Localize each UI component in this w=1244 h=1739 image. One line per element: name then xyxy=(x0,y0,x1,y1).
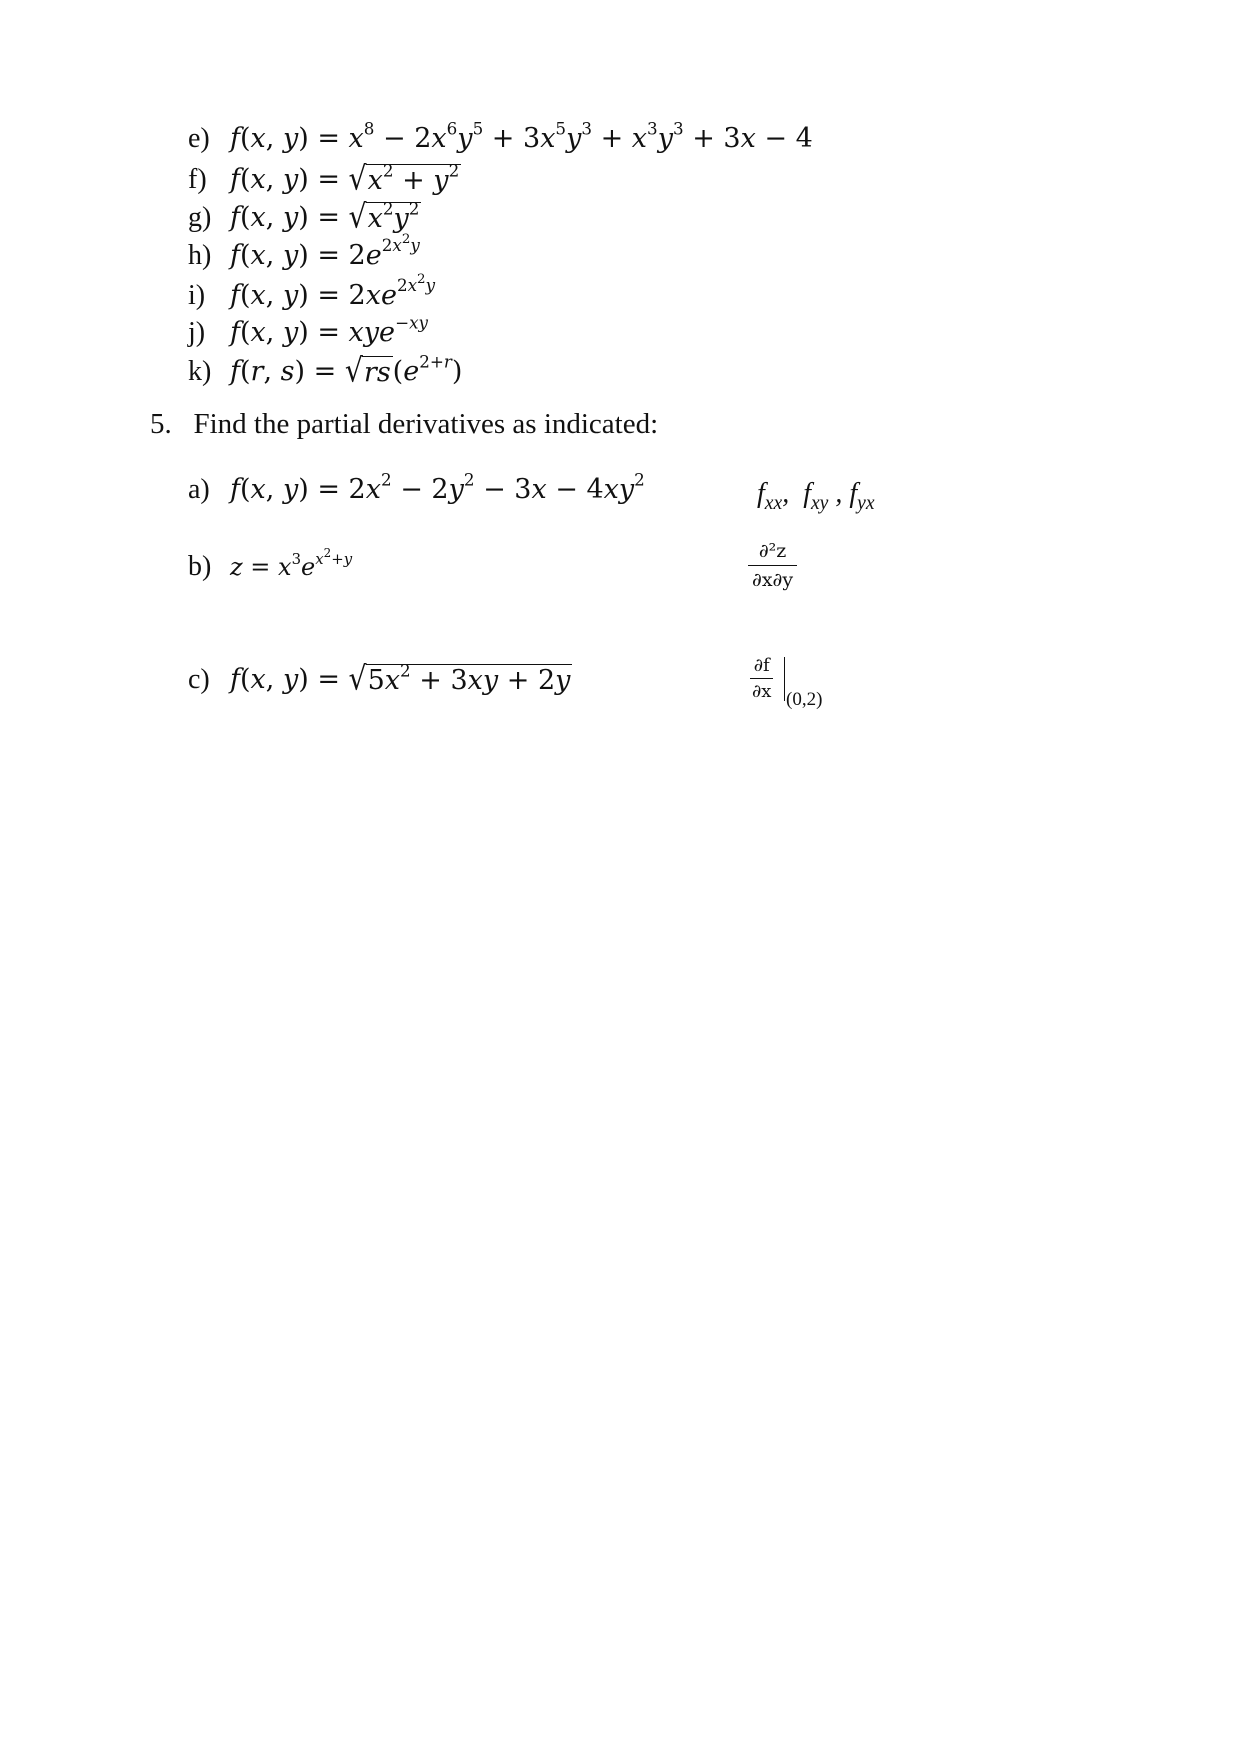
part-a xyxy=(188,469,645,507)
item-expression: f(x, y) = √ $x^2y^2$ xyxy=(230,197,420,236)
part-function: f(x, y) = √ $5x^2 + 3xy + 2y$ xyxy=(230,659,571,698)
part-b xyxy=(188,545,353,584)
item-i xyxy=(188,272,436,313)
item-label: k) xyxy=(188,356,212,387)
part-c-derivative xyxy=(750,655,773,702)
item-h xyxy=(188,232,420,273)
part-function: f(x, $y) = 2x^2 - 2y^2 - 3x - 4xy^2$ xyxy=(230,469,645,505)
item-label: f) xyxy=(188,164,207,195)
part-label: c) xyxy=(188,664,210,695)
part-c xyxy=(188,659,572,698)
evaluation-bar xyxy=(784,657,785,701)
item-expression: f(x, $y) = 2xe^{2x^2y}$ xyxy=(230,272,436,311)
item-expression: f(r, s) = √ rs $(e^{2+r})$ xyxy=(230,351,463,390)
fraction-denominator: ∂x xyxy=(752,681,772,702)
item-label: h) xyxy=(188,240,212,271)
problem-instruction: Find the partial derivatives as indicated: xyxy=(193,408,659,440)
item-k xyxy=(188,351,463,390)
item-label: i) xyxy=(188,280,206,311)
problem-5-heading xyxy=(150,408,658,441)
part-b-derivative xyxy=(748,540,797,591)
item-g xyxy=(188,197,421,236)
fraction-numerator: ∂f xyxy=(750,655,773,679)
fraction-numerator: ∂²z xyxy=(748,540,797,566)
item-expression: f(x, $y) = x^8 - 2x^6y^5 + 3x^5y^3 + x^3y^3 + 3x - 4$ xyxy=(230,118,813,154)
item-j xyxy=(188,312,428,350)
part-label: a) xyxy=(188,474,210,505)
item-expression: f(x, y) = √ $x^2 + y^2$ xyxy=(230,159,460,198)
item-expression: f(x, $y) = 2e^{2x^2y}$ xyxy=(230,232,420,271)
part-function: $z = x^3e^{x^2+y}$ xyxy=(230,545,353,581)
problem-number: 5. xyxy=(150,408,172,440)
item-label: g) xyxy=(188,202,212,233)
item-expression: f(x, y) = xye$^{-xy}$ xyxy=(230,312,428,348)
part-a-derivatives: $f_{xx}$, $f_{xy}$ , $f_{yx}$ xyxy=(757,478,875,514)
item-label: e) xyxy=(188,123,210,154)
item-f xyxy=(188,159,461,198)
item-label: j) xyxy=(188,317,206,348)
item-e xyxy=(188,118,813,156)
evaluation-point: (0,2) xyxy=(786,689,823,710)
part-label: b) xyxy=(188,551,212,582)
fraction-denominator: ∂x∂y xyxy=(752,569,794,591)
